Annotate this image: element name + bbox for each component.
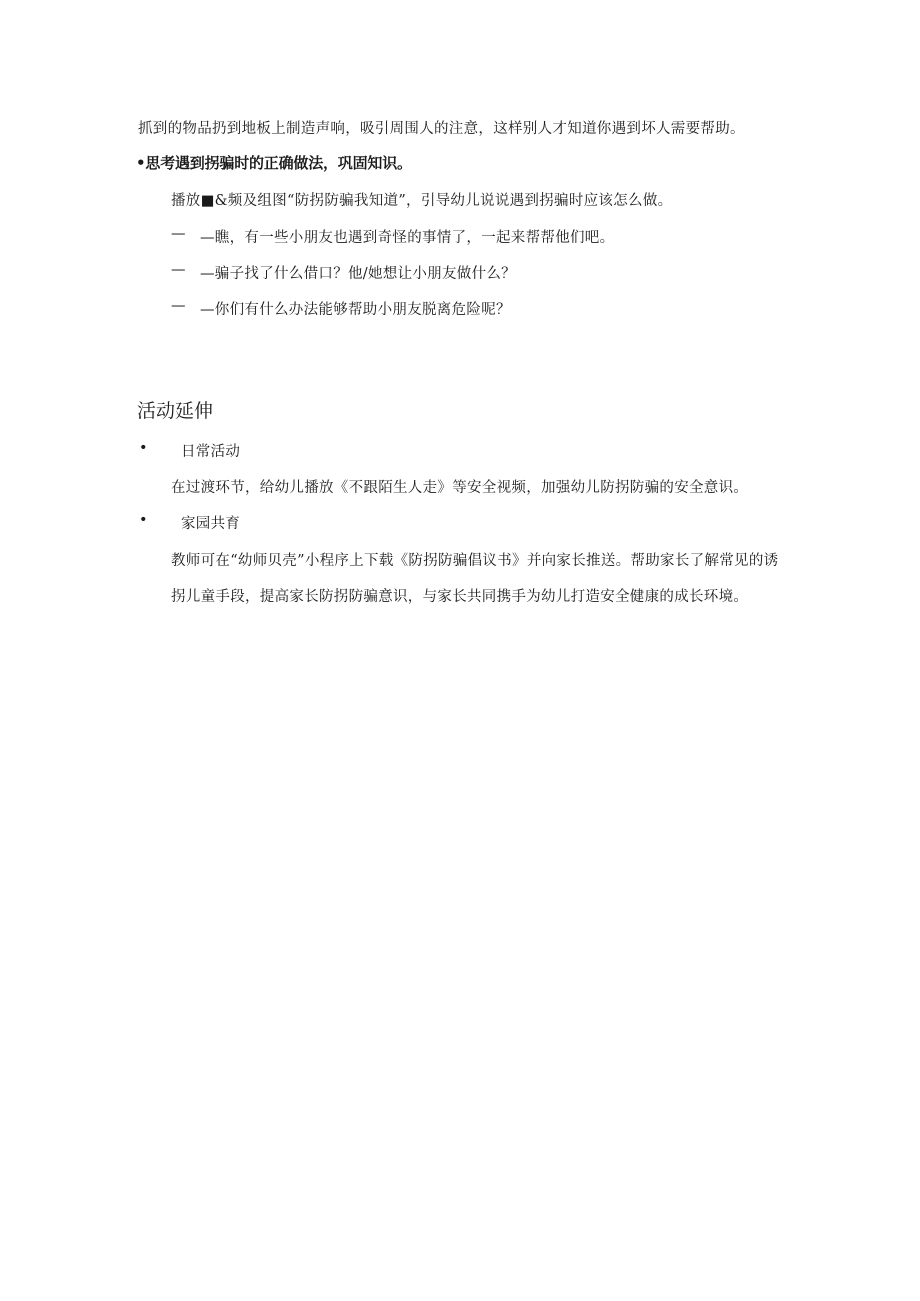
paragraph-continuation: 抓到的物品扔到地板上制造声响，吸引周围人的注意，这样别人才知道你遇到坏人需要帮助。 xyxy=(138,121,745,137)
question-dash: — xyxy=(171,226,186,242)
bullet-marker: • xyxy=(136,154,146,172)
list-item-paragraph: 在过渡环节，给幼儿播放《不跟陌生人走》等安全视频，加强幼儿防拐防骗的安全意识。 xyxy=(171,480,749,496)
list-item-label: 日常活动 xyxy=(181,444,241,460)
bullet-heading-text: 思考遇到拐骗时的正确做法，巩固知识。 xyxy=(145,154,412,172)
list-item-paragraph: 教师可在“幼师贝壳”小程序上下载《防拐防骗倡议书》并向家长推送。帮助家长了解常见的诱 xyxy=(171,553,779,569)
section-title: 活动延伸 xyxy=(137,400,214,422)
question-dash: — xyxy=(171,298,186,314)
question-item: —瞧，有一些小朋友也遇到奇怪的事情了，一起来帮帮他们吧。 xyxy=(200,230,615,246)
list-bullet: • xyxy=(139,512,148,528)
question-item: —你们有什么办法能够帮助小朋友脱离危险呢？ xyxy=(200,302,511,318)
list-item-paragraph: 拐儿童手段，提高家长防拐防骗意识，与家长共同携手为幼儿打造安全健康的成长环境。 xyxy=(171,589,749,605)
intro-paragraph: 播放■&频及组图“防拐防骗我知道”，引导幼儿说说遇到拐骗时应该怎么做。 xyxy=(171,193,673,209)
list-item-label: 家园共育 xyxy=(181,516,241,532)
bullet-heading-row xyxy=(136,152,412,173)
question-dash: — xyxy=(171,262,186,278)
list-bullet: • xyxy=(139,440,148,456)
question-item: —骗子找了什么借口？他/她想让小朋友做什么？ xyxy=(200,266,516,282)
